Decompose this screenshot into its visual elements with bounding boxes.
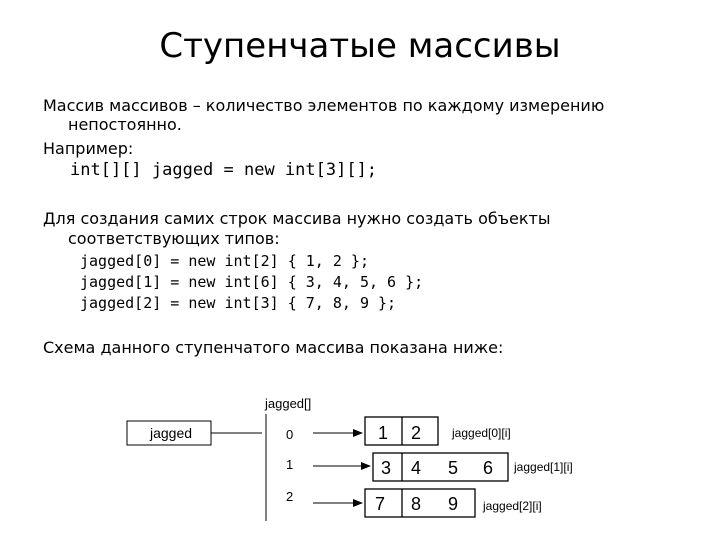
code-line-1: jagged[1] = new int[6] { 3, 4, 5, 6 }; xyxy=(80,273,424,291)
row-1-cell-1: 4 xyxy=(411,458,422,478)
row-2-cell-0: 7 xyxy=(375,494,386,514)
paragraph-2-line-1: Для создания самих строк массива нужно создать объекты xyxy=(43,209,551,228)
schema-caption: Схема данного ступенчатого массива показана ниже: xyxy=(43,338,504,357)
row-2-cell-1: 8 xyxy=(411,494,422,514)
row-2-label: jagged[2][i] xyxy=(483,499,542,513)
index-1: 1 xyxy=(286,457,294,472)
code-line-0: jagged[0] = new int[2] { 1, 2 }; xyxy=(80,252,369,270)
example-label: Например: xyxy=(43,139,134,158)
outer-array-header: jagged[] xyxy=(265,396,312,411)
row-0-cell-1: 2 xyxy=(411,423,422,443)
row-0-cell-0: 1 xyxy=(378,423,389,443)
row-2-cell-2: 9 xyxy=(448,494,459,514)
index-0: 0 xyxy=(286,427,294,442)
row-1-label: jagged[1][i] xyxy=(514,460,573,474)
row-0-label: jagged[0][i] xyxy=(452,426,511,440)
code-line-2: jagged[2] = new int[3] { 7, 8, 9 }; xyxy=(80,294,397,312)
row-1-cell-0: 3 xyxy=(381,458,392,478)
row-1-cell-3: 6 xyxy=(483,458,494,478)
jagged-variable-label: jagged xyxy=(150,425,193,441)
row-1-cell-2: 5 xyxy=(448,458,459,478)
paragraph-1-line-1: Массив массивов – количество элементов по каждому измерению xyxy=(43,96,605,115)
declaration-code: int[][] jagged = new int[3][]; xyxy=(70,160,378,180)
slide-title: Ступенчатые массивы xyxy=(159,26,561,66)
index-2: 2 xyxy=(286,489,294,504)
paragraph-2-line-2: соответствующих типов: xyxy=(68,229,280,248)
paragraph-1-line-2: непостоянно. xyxy=(68,115,182,134)
